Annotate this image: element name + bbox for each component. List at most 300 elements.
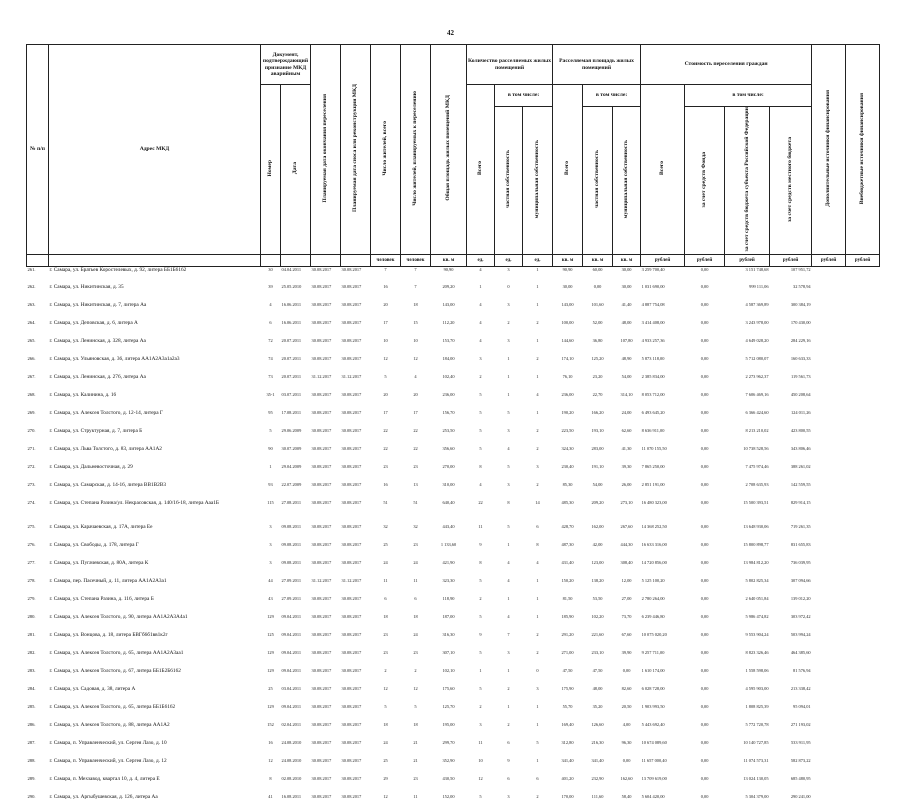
row-number: 275. — [27, 524, 36, 530]
area-private-cell: 341,40 — [591, 758, 604, 764]
header-area-private: частная собственность — [583, 107, 613, 255]
cost-subject-cell: 2 273 962,37 — [745, 374, 769, 380]
area-municipal-cell: 48,00 — [621, 320, 632, 326]
extra-sources-cell — [812, 374, 846, 392]
total-area-cell: 430,50 — [442, 776, 455, 782]
residents-planned-cell: 12 — [413, 686, 418, 692]
row-number: 268. — [27, 392, 36, 398]
total-area-cell: 195,00 — [442, 722, 455, 728]
area-municipal-cell: 4,00 — [622, 722, 631, 728]
address-cell: г. Самара, ул. Ульяновская, д. 36, литера АА1А2А3а1а2а3 — [49, 356, 180, 363]
planned-date-cell: 30.08.2017 — [311, 542, 332, 548]
residents-planned-cell: 23 — [413, 650, 418, 656]
extra-sources-cell — [812, 650, 846, 668]
cost-total-cell: 5 873 118,00 — [641, 356, 665, 362]
header-cost-group: Стоимость переселения граждан — [641, 45, 812, 85]
residents-cell: 5 — [384, 704, 387, 710]
total-area-cell: 323,30 — [442, 578, 455, 584]
row-number: 280. — [27, 614, 36, 620]
cost-fund-cell: 0,00 — [700, 704, 709, 710]
extra-sources-cell — [812, 704, 846, 722]
cost-local-cell: 582 873,22 — [790, 758, 811, 764]
total-area-cell: 356,60 — [442, 446, 455, 452]
cost-total-cell: 14 368 252,50 — [641, 524, 667, 530]
area-municipal-cell: 314,10 — [620, 392, 633, 398]
rooms-total-cell: 5 — [479, 392, 482, 398]
doc-number-cell: 44 — [268, 578, 273, 584]
doc-number-cell: 129 — [267, 668, 274, 674]
nonbudget-sources-cell — [846, 650, 880, 668]
rooms-municipal-cell: 1 — [536, 722, 539, 728]
cost-fund-cell: 0,00 — [700, 410, 709, 416]
doc-date-cell: 29.04.2009 — [281, 464, 302, 470]
header-cost-fund: за счет средств Фонда — [685, 107, 725, 255]
cost-local-cell: 503 994,24 — [790, 632, 811, 638]
cost-fund-cell: 0,00 — [700, 578, 709, 584]
cost-total-cell: 1 903 993,50 — [641, 704, 665, 710]
nonbudget-sources-cell — [846, 392, 880, 410]
area-municipal-cell: 273,10 — [620, 500, 633, 506]
total-area-cell: 118,90 — [442, 596, 455, 602]
extra-sources-cell — [812, 320, 846, 338]
extra-sources-cell — [812, 776, 846, 794]
demolition-date-cell: 30.08.2017 — [341, 740, 362, 746]
table-row — [27, 392, 880, 410]
row-number: 288. — [27, 758, 36, 764]
cost-subject-cell: 999 111,06 — [749, 284, 769, 290]
planned-date-cell: 30.08.2017 — [311, 410, 332, 416]
area-private-cell: 23,20 — [592, 374, 603, 380]
area-private-cell: 60,00 — [592, 266, 603, 272]
area-municipal-cell: 41,40 — [621, 302, 632, 308]
rooms-municipal-cell: 3 — [536, 464, 539, 470]
cost-subject-cell: 10 140 727,85 — [743, 740, 769, 746]
area-municipal-cell: 73,70 — [621, 614, 632, 620]
residents-cell: 7 — [384, 266, 387, 272]
doc-date-cell: 29.06.2009 — [281, 428, 302, 434]
doc-date-cell: 16.06.2011 — [281, 302, 302, 308]
nonbudget-sources-cell — [846, 266, 880, 284]
rooms-private-cell: 1 — [507, 704, 510, 710]
extra-sources-cell — [812, 740, 846, 758]
demolition-date-cell: 30.08.2017 — [341, 392, 362, 398]
nonbudget-sources-cell — [846, 410, 880, 428]
total-area-cell: 316,30 — [442, 632, 455, 638]
total-area-cell: 421,90 — [442, 560, 455, 566]
area-total-cell: 175,90 — [561, 686, 574, 692]
table-row — [27, 410, 880, 428]
cost-total-cell: 4 887 754,08 — [641, 302, 665, 308]
cost-fund-cell: 0,00 — [700, 338, 709, 344]
planned-date-cell: 31.12.2017 — [311, 578, 332, 584]
cost-local-cell: 213 338,42 — [790, 686, 811, 692]
extra-sources-cell — [812, 302, 846, 320]
rooms-private-cell: 6 — [507, 740, 510, 746]
rooms-municipal-cell: 1 — [536, 284, 539, 290]
rooms-total-cell: 11 — [478, 740, 483, 746]
total-area-cell: 299,70 — [442, 740, 455, 746]
residents-cell: 25 — [383, 542, 388, 548]
area-private-cell: 162,00 — [591, 524, 604, 530]
total-area-cell: 640,40 — [442, 500, 455, 506]
extra-sources-cell — [812, 392, 846, 410]
area-total-cell: 144,60 — [561, 338, 574, 344]
demolition-date-cell: 30.08.2017 — [341, 266, 362, 272]
area-municipal-cell: 444,30 — [620, 542, 633, 548]
demolition-date-cell: 30.08.2017 — [341, 686, 362, 692]
residents-planned-cell: 10 — [413, 338, 418, 344]
extra-sources-cell — [812, 614, 846, 632]
table-row — [27, 500, 880, 524]
cost-total-cell: 5 443 692,40 — [641, 722, 665, 728]
area-private-cell: 125,20 — [591, 356, 604, 362]
demolition-date-cell: 30.08.2017 — [341, 302, 362, 308]
residents-planned-cell: 23 — [413, 464, 418, 470]
doc-number-cell: 3 — [269, 524, 272, 530]
demolition-date-cell: 30.08.2017 — [341, 320, 362, 326]
row-number: 286. — [27, 722, 36, 728]
area-municipal-cell: 48,90 — [621, 356, 632, 362]
area-municipal-cell: 0,00 — [622, 668, 631, 674]
doc-number-cell: 41 — [268, 794, 273, 800]
header-address: Адрес МКД — [49, 45, 261, 255]
cost-subject-cell: 8 823 326,46 — [745, 650, 769, 656]
header-area-group: Расселяемая площадь жилых помещений — [553, 45, 641, 85]
area-private-cell: 36,80 — [592, 338, 603, 344]
cost-fund-cell: 0,00 — [700, 542, 709, 548]
address-cell: г. Самара, ул. Степана Разина, д. 116, литера Б — [49, 596, 154, 603]
address-cell: г. Самара, ул. Аргыбушевская, д. 126, литера Аа — [49, 794, 158, 801]
residents-cell: 18 — [383, 722, 388, 728]
doc-number-cell: 152 — [267, 722, 274, 728]
planned-date-cell: 30.08.2017 — [311, 560, 332, 566]
area-total-cell: 55,70 — [562, 704, 573, 710]
unit-label: рублей — [685, 254, 725, 266]
unit-label: ед. — [467, 254, 495, 266]
table-row — [27, 578, 880, 596]
table-row — [27, 686, 880, 704]
row-number: 264. — [27, 320, 36, 326]
rooms-total-cell: 22 — [478, 500, 483, 506]
area-private-cell: 48,00 — [592, 686, 603, 692]
residents-cell: 17 — [383, 320, 388, 326]
area-private-cell: 232,90 — [591, 776, 604, 782]
rooms-total-cell: 4 — [479, 266, 482, 272]
cost-subject-cell: 6 366 424,60 — [745, 410, 769, 416]
rooms-private-cell: 1 — [507, 542, 510, 548]
cost-total-cell: 8 636 911,00 — [641, 428, 665, 434]
rooms-total-cell: 1 — [479, 668, 482, 674]
rooms-private-cell: 2 — [507, 686, 510, 692]
area-total-cell: 271,00 — [561, 650, 574, 656]
rooms-municipal-cell: 2 — [536, 650, 539, 656]
table-row — [27, 428, 880, 446]
table-row — [27, 794, 880, 812]
area-municipal-cell: 41,30 — [621, 446, 632, 452]
header-residents: Число жителей, всего — [371, 45, 401, 255]
cost-total-cell: 9 257 711,00 — [641, 650, 665, 656]
unit-label: рублей — [641, 254, 685, 266]
nonbudget-sources-cell — [846, 374, 880, 392]
demolition-date-cell: 30.08.2017 — [341, 524, 362, 530]
area-private-cell: 216,30 — [591, 740, 604, 746]
residents-cell: 12 — [383, 356, 388, 362]
header-extra-sources: Дополнительные источники финансирования — [812, 45, 846, 255]
planned-date-cell: 30.08.2017 — [311, 704, 332, 710]
doc-number-cell: 35-1 — [266, 392, 275, 398]
extra-sources-cell — [812, 482, 846, 500]
cost-local-cell: 284 229,16 — [790, 338, 811, 344]
area-private-cell: 166,20 — [591, 410, 604, 416]
row-number: 274. — [27, 500, 36, 506]
area-total-cell: 185,90 — [561, 614, 574, 620]
nonbudget-sources-cell — [846, 302, 880, 320]
total-area-cell: 253,50 — [442, 428, 455, 434]
cost-subject-cell: 13 024 130,05 — [743, 776, 769, 782]
doc-date-cell: 03.04.2011 — [281, 686, 302, 692]
cost-local-cell: 464 385,60 — [790, 650, 811, 656]
doc-date-cell: 20.07.2011 — [281, 338, 302, 344]
rooms-total-cell: 5 — [479, 794, 482, 800]
cost-fund-cell: 0,00 — [700, 320, 709, 326]
demolition-date-cell: 30.08.2017 — [341, 776, 362, 782]
cost-total-cell: 16 633 316,00 — [641, 542, 667, 548]
table-row — [27, 542, 880, 560]
doc-number-cell: 95 — [268, 410, 273, 416]
doc-number-cell: 125 — [267, 632, 274, 638]
residents-planned-cell: 12 — [413, 356, 418, 362]
cost-total-cell: 16 480 323,00 — [641, 500, 667, 506]
cost-fund-cell: 0,00 — [700, 500, 709, 506]
table-row — [27, 776, 880, 794]
planned-date-cell: 31.12.2017 — [311, 374, 332, 380]
rooms-municipal-cell: 2 — [536, 356, 539, 362]
rooms-private-cell: 3 — [507, 794, 510, 800]
planned-date-cell: 30.08.2017 — [311, 596, 332, 602]
cost-local-cell: 829 914,15 — [790, 500, 811, 506]
area-private-cell: 42,00 — [592, 542, 603, 548]
area-private-cell: 47,50 — [592, 668, 603, 674]
planned-date-cell: 30.08.2017 — [311, 302, 332, 308]
residents-cell: 22 — [383, 446, 388, 452]
area-total-cell: 81,50 — [562, 596, 573, 602]
total-area-cell: 112,20 — [442, 320, 455, 326]
area-municipal-cell: 162,60 — [620, 776, 633, 782]
cost-total-cell: 2 780 264,00 — [641, 596, 665, 602]
doc-number-cell: 6 — [269, 320, 272, 326]
cost-subject-cell: 2 708 635,93 — [745, 482, 769, 488]
demolition-date-cell: 30.08.2017 — [341, 560, 362, 566]
total-area-cell: 352,90 — [442, 758, 455, 764]
address-cell: г. Самара, ул. Ленинская, д. 276, литера Аа — [49, 374, 146, 381]
rooms-total-cell: 2 — [479, 704, 482, 710]
extra-sources-cell — [812, 560, 846, 578]
area-total-cell: 170,00 — [561, 794, 574, 800]
planned-date-cell: 30.08.2017 — [311, 338, 332, 344]
page-number: 42 — [447, 29, 454, 37]
nonbudget-sources-cell — [846, 284, 880, 302]
address-cell: г. Самара, ул. Садовая, д. 38, литера А — [49, 686, 136, 693]
address-cell: г. Самара, ул. Свободы, д. 178, литера Г — [49, 542, 139, 549]
cost-local-cell: 685 480,95 — [790, 776, 811, 782]
nonbudget-sources-cell — [846, 464, 880, 482]
doc-date-cell: 17.08.2011 — [281, 410, 302, 416]
unit-label: рублей — [770, 254, 812, 266]
rooms-private-cell: 6 — [507, 776, 510, 782]
demolition-date-cell: 30.08.2017 — [341, 794, 362, 800]
cost-total-cell: 13 709 619,00 — [641, 776, 667, 782]
table-row — [27, 338, 880, 356]
demolition-date-cell: 31.12.2017 — [341, 374, 362, 380]
rooms-municipal-cell: 4 — [536, 392, 539, 398]
unit-label: ед. — [523, 254, 553, 266]
planned-date-cell: 30.08.2017 — [311, 356, 332, 362]
header-rooms-total: Всего — [467, 85, 495, 255]
rooms-municipal-cell: 6 — [536, 524, 539, 530]
rooms-municipal-cell: 1 — [536, 704, 539, 710]
rooms-private-cell: 9 — [507, 758, 510, 764]
rooms-total-cell: 2 — [479, 596, 482, 602]
area-private-cell: 283,00 — [591, 446, 604, 452]
residents-cell: 51 — [383, 500, 388, 506]
extra-sources-cell — [812, 524, 846, 542]
row-number: 289. — [27, 776, 36, 782]
area-municipal-cell: 308,40 — [620, 560, 633, 566]
area-municipal-cell: 62,60 — [621, 428, 632, 434]
rooms-total-cell: 9 — [479, 632, 482, 638]
area-municipal-cell: 24,00 — [621, 410, 632, 416]
rooms-total-cell: 5 — [479, 428, 482, 434]
cost-fund-cell: 0,00 — [700, 446, 709, 452]
demolition-date-cell: 30.08.2017 — [341, 410, 362, 416]
rooms-private-cell: 1 — [507, 374, 510, 380]
cost-subject-cell: 5 802 825,34 — [745, 578, 769, 584]
unit-label: рублей — [812, 254, 846, 266]
cost-fund-cell: 0,00 — [700, 794, 709, 800]
cost-local-cell: 124 011,26 — [790, 410, 811, 416]
area-private-cell: 35,20 — [592, 704, 603, 710]
residents-planned-cell: 20 — [413, 392, 418, 398]
nonbudget-sources-cell — [846, 500, 880, 524]
rooms-municipal-cell: 4 — [536, 560, 539, 566]
rooms-municipal-cell: 1 — [536, 614, 539, 620]
doc-date-cell: 20.07.2011 — [281, 374, 302, 380]
planned-date-cell: 30.08.2017 — [311, 320, 332, 326]
rooms-municipal-cell: 1 — [536, 374, 539, 380]
nonbudget-sources-cell — [846, 596, 880, 614]
rooms-total-cell: 4 — [479, 338, 482, 344]
rooms-private-cell: 5 — [507, 524, 510, 530]
area-total-cell: 223,50 — [561, 428, 574, 434]
total-area-cell: 102,10 — [442, 668, 455, 674]
rooms-private-cell: 2 — [507, 320, 510, 326]
nonbudget-sources-cell — [846, 668, 880, 686]
cost-total-cell: 14 720 856,00 — [641, 560, 667, 566]
rooms-municipal-cell: 2 — [536, 320, 539, 326]
residents-cell: 23 — [383, 464, 388, 470]
extra-sources-cell — [812, 446, 846, 464]
residents-cell: 24 — [383, 740, 388, 746]
nonbudget-sources-cell — [846, 524, 880, 542]
cost-subject-cell: 4 595 903,00 — [745, 686, 769, 692]
doc-date-cell: 04.04.2011 — [281, 266, 302, 272]
rooms-municipal-cell: 2 — [536, 482, 539, 488]
extra-sources-cell — [812, 338, 846, 356]
address-cell: г. Самара, ул. Никитинская, д. 35 — [49, 284, 124, 291]
row-number: 265. — [27, 338, 36, 344]
table-row — [27, 320, 880, 338]
total-area-cell: 152,00 — [442, 794, 455, 800]
cost-local-cell: 139 012,20 — [790, 596, 811, 602]
area-total-cell: 401,20 — [561, 776, 574, 782]
cost-total-cell: 10 075 020,20 — [641, 632, 667, 638]
cost-local-cell: 142 559,55 — [790, 482, 811, 488]
doc-date-cell: 09.08.2011 — [281, 524, 302, 530]
doc-number-cell: 73 — [268, 374, 273, 380]
row-number: 283. — [27, 668, 36, 674]
doc-date-cell: 27.09.2011 — [281, 578, 302, 584]
table-row — [27, 302, 880, 320]
header-cost-including: в том числе: — [685, 85, 812, 107]
residents-planned-cell: 21 — [413, 740, 418, 746]
area-total-cell: 485,30 — [561, 500, 574, 506]
rooms-private-cell: 7 — [507, 632, 510, 638]
rooms-private-cell: 1 — [507, 668, 510, 674]
area-private-cell: 53,50 — [592, 596, 603, 602]
rooms-municipal-cell: 5 — [536, 740, 539, 746]
total-area-cell: 102,40 — [442, 374, 455, 380]
residents-cell: 22 — [383, 428, 388, 434]
doc-number-cell: 72 — [268, 338, 273, 344]
doc-date-cell: 02.04.2011 — [281, 722, 302, 728]
unit-label: кв. м — [613, 254, 641, 266]
residents-planned-cell: 5 — [414, 704, 417, 710]
residents-cell: 2 — [384, 668, 387, 674]
rooms-municipal-cell: 14 — [535, 500, 540, 506]
area-municipal-cell: 67,60 — [621, 632, 632, 638]
row-number: 276. — [27, 542, 36, 548]
cost-total-cell: 11 070 155,50 — [641, 446, 667, 452]
cost-total-cell: 7 865 250,00 — [641, 464, 665, 470]
area-total-cell: 431,40 — [561, 560, 574, 566]
residents-planned-cell: 24 — [413, 560, 418, 566]
residents-planned-cell: 17 — [413, 410, 418, 416]
doc-date-cell: 16.08.2011 — [281, 794, 302, 800]
row-number: 285. — [27, 704, 36, 710]
residents-planned-cell: 2 — [414, 668, 417, 674]
rooms-private-cell: 5 — [507, 410, 510, 416]
nonbudget-sources-cell — [846, 758, 880, 776]
cost-total-cell: 3 414 408,00 — [641, 320, 665, 326]
planned-date-cell: 30.08.2017 — [311, 650, 332, 656]
residents-planned-cell: 23 — [413, 776, 418, 782]
cost-subject-cell: 13 648 930,06 — [743, 524, 769, 530]
row-number: 278. — [27, 578, 36, 584]
address-cell: г. Самара, пер. Пасечный, д. 11, литера АА1А2А3а1 — [49, 578, 167, 585]
residents-cell: 20 — [383, 302, 388, 308]
row-number: 281. — [27, 632, 36, 638]
area-private-cell: 138,20 — [591, 578, 604, 584]
address-cell: г. Самара, ул. Степана Разина/ул. Некрасовская, д. 140/16-18, литера Ааа1Б — [49, 500, 219, 507]
cost-local-cell: 271 193,02 — [790, 722, 811, 728]
doc-number-cell: 39 — [268, 284, 273, 290]
area-private-cell: 52,00 — [592, 320, 603, 326]
total-area-cell: 310,00 — [442, 482, 455, 488]
cost-total-cell: 6 239 446,80 — [641, 614, 665, 620]
header-rooms-private: частная собственность — [495, 107, 523, 255]
area-private-cell: 221,60 — [591, 632, 604, 638]
planned-date-cell: 30.08.2017 — [311, 794, 332, 800]
